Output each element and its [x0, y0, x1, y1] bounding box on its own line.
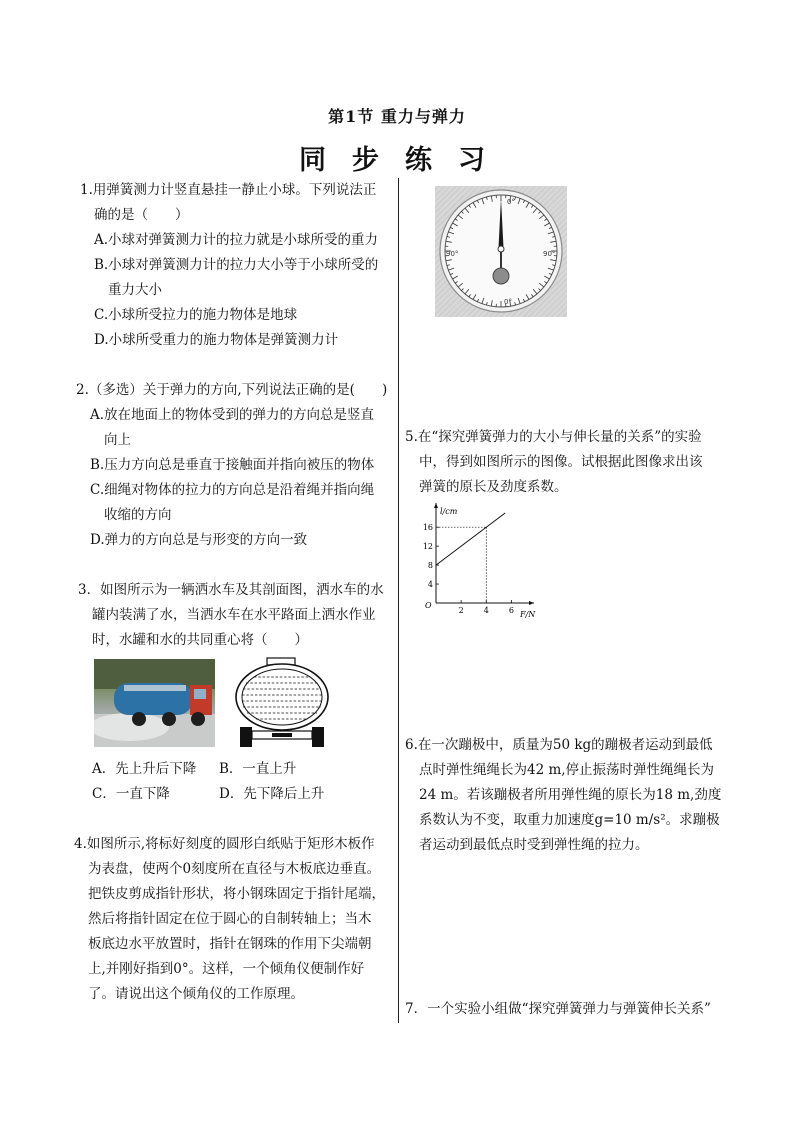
question-7-line: 7．一个实验小组做“探究弹簧弹力与弹簧伸长关系” [405, 1001, 711, 1017]
question-2 [76, 378, 396, 553]
question-2-stem-line: 2.（多选）关于弹力的方向,下列说法正确的是( ) [76, 382, 388, 398]
option-3b: B．一直上升 [219, 761, 297, 777]
x-tick-label: 4 [483, 606, 489, 615]
question-4-line: 把铁皮剪成指针形状，将小钢珠固定于指针尾端， [88, 886, 385, 902]
question-3-options-row-2 [92, 782, 396, 807]
y-tick-label: 4 [427, 580, 433, 590]
inclinometer-label-right: 90° [543, 250, 556, 258]
question-5 [405, 425, 745, 500]
question-5-line: 中，得到如图所示的图像。试根据此图像求出该 [419, 454, 703, 470]
question-3-stem-line: 时，水罐和水的共同重心将（ ） [92, 632, 308, 648]
y-axis-arrow [434, 503, 438, 508]
option-1a: A.小球对弹簧测力计的拉力就是小球所受的重力 [94, 232, 379, 248]
question-4-line: 然后将指针固定在位于圆心的自制转轴上；当木 [88, 911, 372, 927]
inclinometer-photo [435, 186, 567, 317]
option-1b-cont: 重力大小 [108, 282, 162, 298]
option-2a: A.放在地面上的物体受到的弹力的方向总是竖直 [90, 407, 375, 423]
question-1-stem-line: 1.用弹簧测力计竖直悬挂一静止小球。下列说法正 [80, 182, 377, 198]
spring-length-chart [418, 500, 543, 625]
option-1b: B.小球对弹簧测力计的拉力大小等于小球所受的 [94, 257, 379, 273]
page-heading: 同步练习 [299, 145, 511, 176]
question-7 [405, 997, 745, 1022]
question-4-line: 为表盘，使两个0刻度所在直径与木板底边垂直。 [88, 861, 381, 877]
origin-label: O [425, 601, 432, 610]
x-tick-label: 2 [458, 606, 464, 615]
question-6-line: 24 m。若该蹦极者所用弹性绳的原长为18 m,劲度 [419, 787, 722, 803]
question-3 [78, 578, 396, 653]
question-3-options [92, 757, 396, 807]
option-2c-cont: 收缩的方向 [104, 507, 172, 523]
y-tick-label: 8 [427, 561, 433, 571]
option-3d: D．先下降后上升 [219, 786, 325, 802]
question-4-line: 板底边水平放置时，指针在钢珠的作用下尖端朝 [88, 936, 372, 952]
question-6 [405, 733, 745, 858]
question-4-line: 4.如图所示,将标好刻度的圆形白纸贴于矩形木板作 [74, 836, 375, 852]
inclinometer-label-left: 90° [446, 250, 459, 258]
option-2c: C.细绳对物体的拉力的方向总是沿着绳并指向绳 [90, 482, 375, 498]
option-3c: C．一直下降 [92, 786, 170, 802]
option-3a: A．先上升后下降 [92, 761, 197, 777]
question-6-line: 6.在一次蹦极中，质量为50 kg的蹦极者运动到最低 [405, 737, 713, 753]
question-4-line: 了。请说出这个倾角仪的工作原理。 [88, 986, 304, 1002]
column-divider [398, 178, 399, 1023]
option-2b: B.压力方向总是垂直于接触面并指向被压的物体 [90, 457, 375, 473]
question-1-stem-line: 确的是（ ） [94, 207, 189, 223]
y-tick-label: 12 [422, 542, 433, 552]
option-2d: D.弹力的方向总是与形变的方向一致 [90, 532, 308, 548]
water-truck-photo [94, 659, 215, 747]
series-line [436, 513, 505, 565]
inclinometer-label-top: 0° [507, 198, 515, 206]
question-5-line: 5.在“探究弹簧弹力的大小与伸长量的关系”的实验 [405, 429, 702, 445]
y-tick-label: 16 [422, 523, 433, 533]
question-3-stem-line: 3．如图所示为一辆洒水车及其剖面图，洒水车的水 [78, 582, 384, 598]
x-axis-label: F/N [520, 610, 536, 619]
question-6-line: 点时弹性绳绳长为42 m,停止振荡时弹性绳绳长为 [419, 762, 715, 778]
option-1c: C.小球所受拉力的施力物体是地球 [94, 307, 298, 323]
question-6-line: 系数认为不变，取重力加速度g=10 m/s²。求蹦极 [419, 812, 720, 828]
option-2a-cont: 向上 [104, 432, 131, 448]
question-5-line: 弹簧的原长及劲度系数。 [419, 479, 568, 495]
inclinometer-label-bottom: 0° [504, 298, 512, 306]
question-3-options-row-1 [92, 757, 396, 782]
x-tick-label: 6 [508, 606, 514, 615]
section-title: 第1节 重力与弹力 [328, 107, 466, 126]
tank-cross-section-diagram [232, 657, 332, 749]
y-axis-label: l/cm [440, 507, 458, 516]
question-4-line: 上,并刚好指到0°。这样，一个倾角仪便制作好 [88, 961, 365, 977]
question-3-stem-line: 罐内装满了水，当洒水车在水平路面上洒水作业 [92, 607, 376, 623]
question-4 [74, 832, 398, 1007]
option-1d: D.小球所受重力的施力物体是弹簧测力计 [94, 332, 339, 348]
question-6-line: 者运动到最低点时受到弹性绳的拉力。 [419, 837, 649, 853]
question-1 [80, 178, 396, 353]
x-axis-arrow [529, 601, 534, 605]
